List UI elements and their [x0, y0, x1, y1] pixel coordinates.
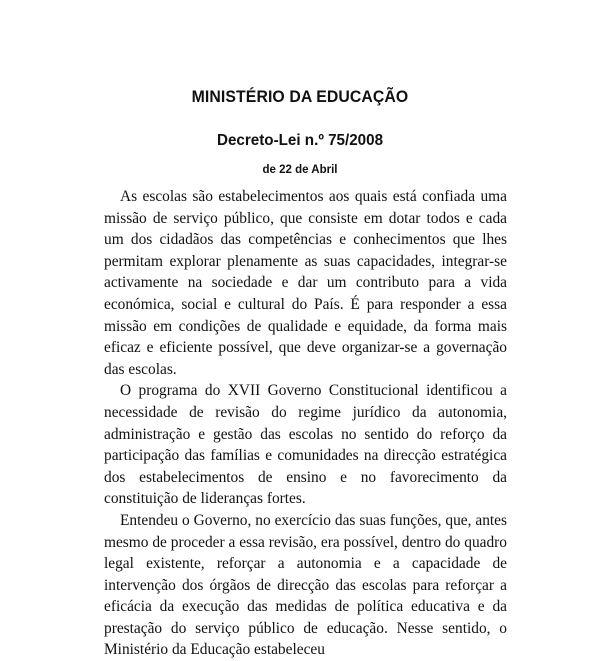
document-body: [104, 186, 507, 661]
ministry-heading: MINISTÉRIO DA EDUCAÇÃO: [191, 87, 409, 106]
paragraph-1: As escolas são estabelecimentos aos quais está confiada uma missão de serviço público, que consiste em dotar todos e cada um dos cidadãos das competências e conhecimentos que lhes permitam explorar plenamente as suas capacidades, integrar-se activamente na sociedade e dar um contributo para a vida económica, social e cultural do País. É para responder a essa missão em condições de qualidade e equidade, da forma mais eficaz e eficiente possível, que deve organizar-se a governação das escolas.: [104, 188, 507, 378]
decree-date: de 22 de Abril: [262, 164, 338, 176]
paragraph-3: Entendeu o Governo, no exercício das suas funções, que, antes mesmo de proceder a essa revisão, era possível, dentro do quadro legal existente, reforçar a autonomia e a capacidade de intervenção dos órgãos de direcção das escolas para reforçar a eficácia da execução das medidas de política educativa e da prestação do serviço público de educação. Nesse sentido, o Ministério da Educação estabeleceu: [104, 511, 507, 659]
paragraph-2: O programa do XVII Governo Constitucional identificou a necessidade de revisão do regime jurídico da autonomia, administração e gestão das escolas no sentido do reforço da participação das famílias e comunidades na direcção estratégica dos estabelecimentos de ensino e no favorecimento da constituição de lideranças fortes.: [104, 382, 507, 508]
decree-title: Decreto-Lei n.º 75/2008: [216, 132, 384, 149]
